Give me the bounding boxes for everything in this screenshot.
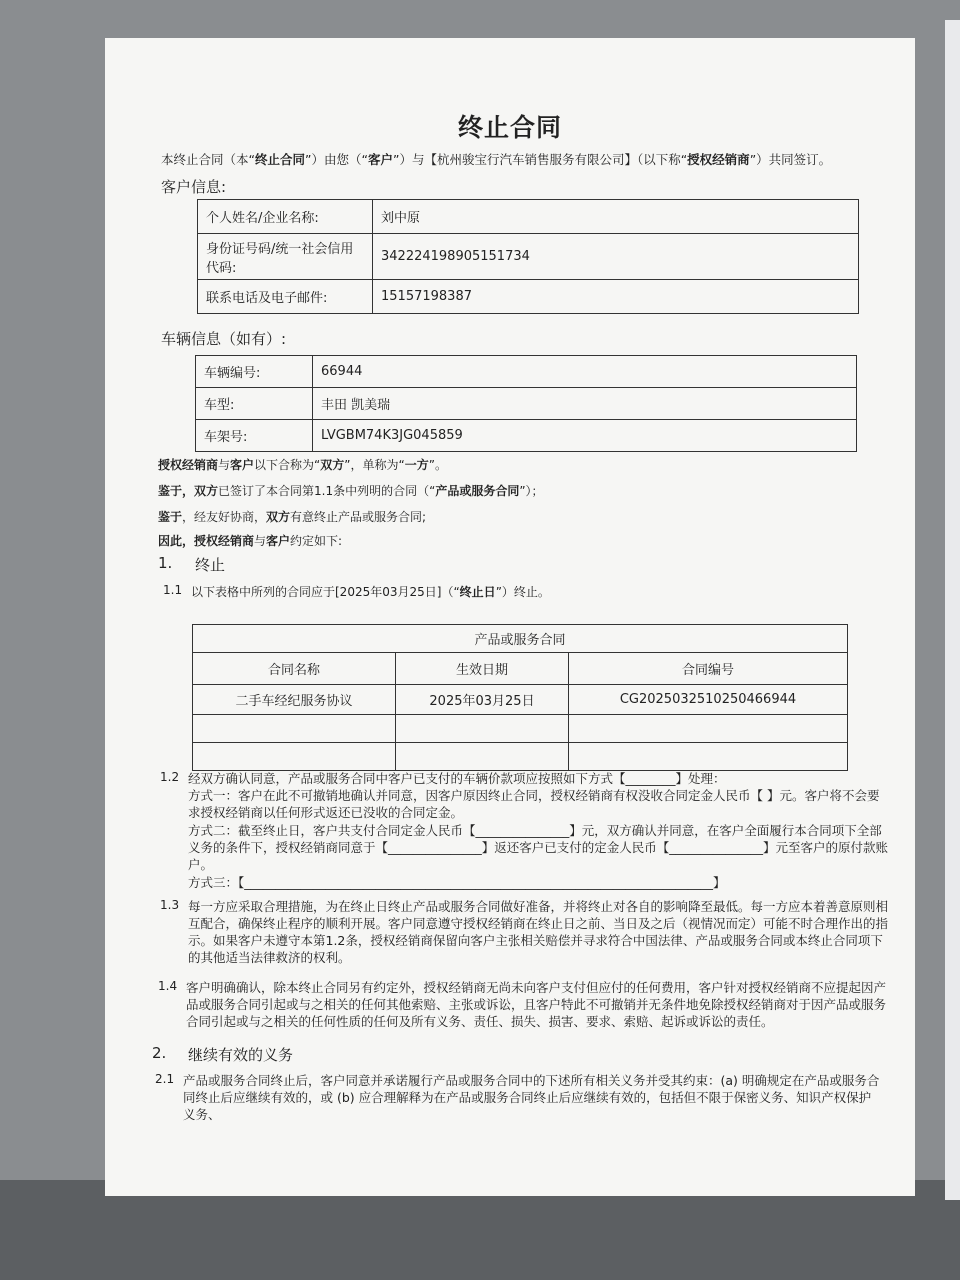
contract-header-row: [193, 653, 848, 685]
clause-2-1-text: 产品或服务合同终止后，客户同意并承诺履行产品或服务合同中的下述所有相关义务并受其约束：(a) 明确规定在产品或服务合同终止后应继续有效的，或 (b) 应合理解释为在产品或服务合同终止后应继续有效的，包括但不限于保密义务、知识产权保护义务、: [183, 1073, 880, 1122]
recital-bold: 授权经销商: [158, 458, 219, 472]
document-page: [105, 38, 915, 1196]
adjacent-paper-edge: [945, 20, 960, 1200]
table-row: [193, 685, 848, 715]
recital-text: 有意终止产品或服务合同;: [290, 510, 427, 524]
recital-bold: 双方: [266, 510, 291, 524]
customer-label: 联系电话及电子邮件:: [198, 280, 373, 314]
section-1-number: 1.: [158, 554, 173, 572]
customer-label: 身份证号码/统一社会信用代码:: [198, 234, 373, 280]
clause-1-1-number: 1.1: [163, 583, 183, 597]
clause-1-2-method-1: 方式一：客户在此不可撤销地确认并同意，因客户原因终止合同，授权经销商有权没收合同定金人民币【 】元。客户将不会要求授权经销商以任何形式返还已没收的合同定金。: [188, 788, 880, 820]
vehicle-value: 66944: [313, 356, 857, 388]
vehicle-value: 丰田 凯美瑞: [313, 388, 857, 420]
clause-1-3-text: 每一方应采取合理措施，为在终止日终止产品或服务合同做好准备，并将终止对各自的影响降至最低。每一方应本着善意原则相互配合，确保终止程序的顺利开展。客户同意遵守授权经销商在终止日之前、当日及之后（视情况而定）可能不时合理作出的指示。如果客户未遵守本第1.2条，授权经销商保留向客户主张相关赔偿并寻求符合中国法律、产品或服务合同或本终止合同项下的其他适当法律救济的权利。: [188, 899, 889, 965]
intro-text-4: ”）共同签订。: [749, 152, 832, 167]
clause-text: ”）终止。: [495, 585, 550, 599]
table-row: [193, 743, 848, 771]
recital-text: 以下合称为“: [254, 458, 321, 472]
vehicle-row: [196, 356, 857, 388]
recital-text: ”）；: [519, 484, 544, 498]
section-1-title: 终止: [195, 556, 226, 574]
contract-date-cell: [396, 743, 569, 771]
contract-caption-row: [193, 625, 848, 653]
clause-text: 以下表格中所列的合同应于[2025年03月25日]（“: [191, 585, 460, 599]
intro-text-2: ”）由您（“: [305, 152, 368, 167]
recital-text: 约定如下:: [290, 534, 343, 548]
vehicle-row: [196, 420, 857, 452]
clause-1-2-method-2: 方式二：截至终止日，客户共支付合同定金人民币【_______________】元，双方确认并同意，在客户全面履行本合同项下全部义务的条件下，授权经销商同意于【_______________】返还客户已支付的定金人民币【_______________】元至客户的原付款账户。: [188, 823, 889, 872]
vehicle-row: [196, 388, 857, 420]
column-header-number: 合同编号: [569, 653, 848, 685]
recital-bold: 鉴于: [158, 510, 183, 524]
contract-date-cell: 2025年03月25日: [396, 685, 569, 715]
section-2-number: 2.: [152, 1044, 167, 1062]
customer-row: [198, 234, 859, 280]
contract-date-cell: [396, 715, 569, 743]
clause-1-2-text: 经双方确认同意，产品或服务合同中客户已支付的车辆价款项应按照如下方式【________】处理：: [188, 771, 726, 786]
table-row: [193, 715, 848, 743]
clause-2-1-number: 2.1: [155, 1072, 175, 1086]
customer-value: 刘中原: [373, 200, 859, 234]
contract-number-cell: [569, 715, 848, 743]
intro-text-1: 本终止合同（本“: [161, 152, 255, 167]
intro-bold-2: 客户: [367, 152, 393, 167]
recital-text: 与: [254, 534, 267, 548]
document-title: 终止合同: [457, 113, 562, 142]
column-header-date: 生效日期: [396, 653, 569, 685]
recital-bold: 客户: [266, 534, 291, 548]
recital-bold: 双方: [320, 458, 345, 472]
section-2-title: 继续有效的义务: [188, 1046, 294, 1064]
vehicle-label: 车架号:: [196, 420, 313, 452]
recital-bold: 客户: [230, 458, 255, 472]
vehicle-value: LVGBM74K3JG045859: [313, 420, 857, 452]
recital-text: ，经友好协商，: [182, 510, 267, 524]
recital-bold: 鉴于，双方: [158, 484, 219, 498]
contract-number-cell: CG2025032510250466944: [569, 685, 848, 715]
vehicle-label: 车辆编号:: [196, 356, 313, 388]
clause-bold: 终止日: [459, 585, 496, 599]
recital-text: ”，单称为“: [344, 458, 405, 472]
intro-bold-3: 授权经销商: [687, 152, 750, 167]
customer-info-table: [197, 199, 859, 314]
contract-table-caption: 产品或服务合同: [193, 625, 848, 653]
contract-table: [192, 624, 848, 771]
contract-number-cell: [569, 743, 848, 771]
recital-bold: 产品或服务合同: [435, 484, 520, 498]
recital-text: ”。: [428, 458, 447, 472]
recital-text: 与: [218, 458, 231, 472]
recital-1: [158, 456, 447, 473]
clause-1-4-text: 客户明确确认，除本终止合同另有约定外，授权经销商无尚未向客户支付但应付的任何费用，客户针对授权经销商不应提起因产品或服务合同引起或与之相关的任何其他索赔、主张或诉讼，且客户特此不可撤销并无条件地免除授权经销商对于因产品或服务合同引起或与之相关的任何性质的任何及所有义务、责任、损失、损害、要求、索赔、起诉或诉讼的责任。: [186, 980, 887, 1029]
recital-bold: 一方: [404, 458, 429, 472]
clause-1-2-number: 1.2: [160, 770, 180, 784]
recital-2: [158, 482, 544, 499]
intro-paragraph: [161, 150, 831, 168]
intro-bold-1: 终止合同: [254, 152, 305, 167]
customer-row: [198, 200, 859, 234]
recital-3: [158, 508, 426, 525]
intro-text-3: ”）与【杭州骏宝行汽车销售服务有限公司】（以下称“: [392, 152, 688, 167]
recital-4: [158, 532, 342, 549]
recital-bold: 因此，授权经销商: [158, 534, 255, 548]
contract-name-cell: [193, 715, 396, 743]
customer-value: 15157198387: [373, 280, 859, 314]
clause-1-3-number: 1.3: [160, 898, 180, 912]
clause-1-2-method-3: 方式三：【___________________________________________________________________________】: [188, 875, 726, 890]
customer-info-heading: 客户信息:: [161, 178, 227, 196]
contract-name-cell: [193, 743, 396, 771]
customer-row: [198, 280, 859, 314]
vehicle-info-table: [195, 355, 857, 452]
vehicle-info-heading: 车辆信息（如有）:: [161, 330, 287, 348]
column-header-name: 合同名称: [193, 653, 396, 685]
recital-text: 已签订了本合同第1.1条中列明的合同（“: [218, 484, 436, 498]
clause-1-4-number: 1.4: [158, 979, 178, 993]
vehicle-label: 车型:: [196, 388, 313, 420]
contract-name-cell: 二手车经纪服务协议: [193, 685, 396, 715]
customer-label: 个人姓名/企业名称:: [198, 200, 373, 234]
clause-1-1: [191, 583, 550, 600]
customer-value: 342224198905151734: [373, 234, 859, 280]
